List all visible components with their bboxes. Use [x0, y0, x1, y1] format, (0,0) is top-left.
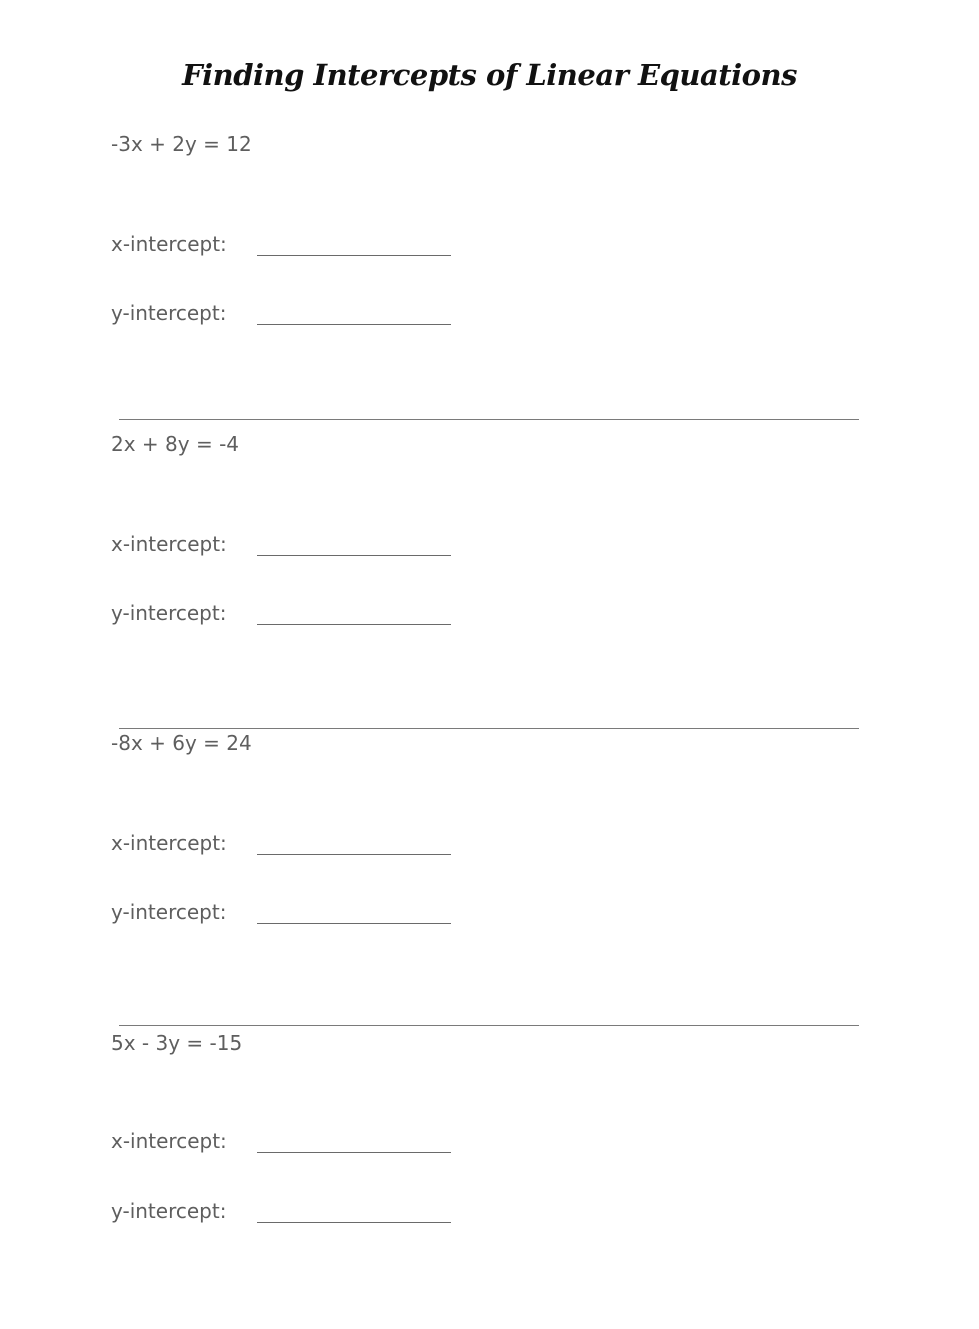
x-intercept-answer-blank[interactable]: [257, 1152, 451, 1153]
x-intercept-row: [111, 829, 471, 859]
x-intercept-row: [111, 1127, 471, 1157]
x-intercept-row: [111, 530, 471, 560]
x-intercept-label: x-intercept:: [111, 532, 227, 556]
section-divider: [119, 419, 859, 420]
page-title: Finding Intercepts of Linear Equations: [182, 58, 797, 92]
equation: -8x + 6y = 24: [111, 731, 252, 755]
x-intercept-answer-blank[interactable]: [257, 255, 451, 256]
x-intercept-answer-blank[interactable]: [257, 555, 451, 556]
y-intercept-answer-blank[interactable]: [257, 1222, 451, 1223]
x-intercept-label: x-intercept:: [111, 831, 227, 855]
y-intercept-answer-blank[interactable]: [257, 324, 451, 325]
section-divider: [119, 1025, 859, 1026]
equation: 5x - 3y = -15: [111, 1031, 243, 1055]
x-intercept-answer-blank[interactable]: [257, 854, 451, 855]
y-intercept-label: y-intercept:: [111, 601, 227, 625]
problem-2: [0, 430, 979, 730]
y-intercept-answer-blank[interactable]: [257, 624, 451, 625]
y-intercept-label: y-intercept:: [111, 900, 227, 924]
equation: -3x + 2y = 12: [111, 132, 252, 156]
y-intercept-row: [111, 599, 471, 629]
y-intercept-row: [111, 1197, 471, 1227]
y-intercept-answer-blank[interactable]: [257, 923, 451, 924]
problem-1: [0, 130, 979, 430]
equation: 2x + 8y = -4: [111, 432, 240, 456]
x-intercept-label: x-intercept:: [111, 232, 227, 256]
y-intercept-label: y-intercept:: [111, 1199, 227, 1223]
x-intercept-label: x-intercept:: [111, 1129, 227, 1153]
y-intercept-row: [111, 299, 471, 329]
y-intercept-label: y-intercept:: [111, 301, 227, 325]
problem-3: [0, 729, 979, 1029]
problem-4: [0, 1029, 979, 1329]
y-intercept-row: [111, 898, 471, 928]
x-intercept-row: [111, 230, 471, 260]
